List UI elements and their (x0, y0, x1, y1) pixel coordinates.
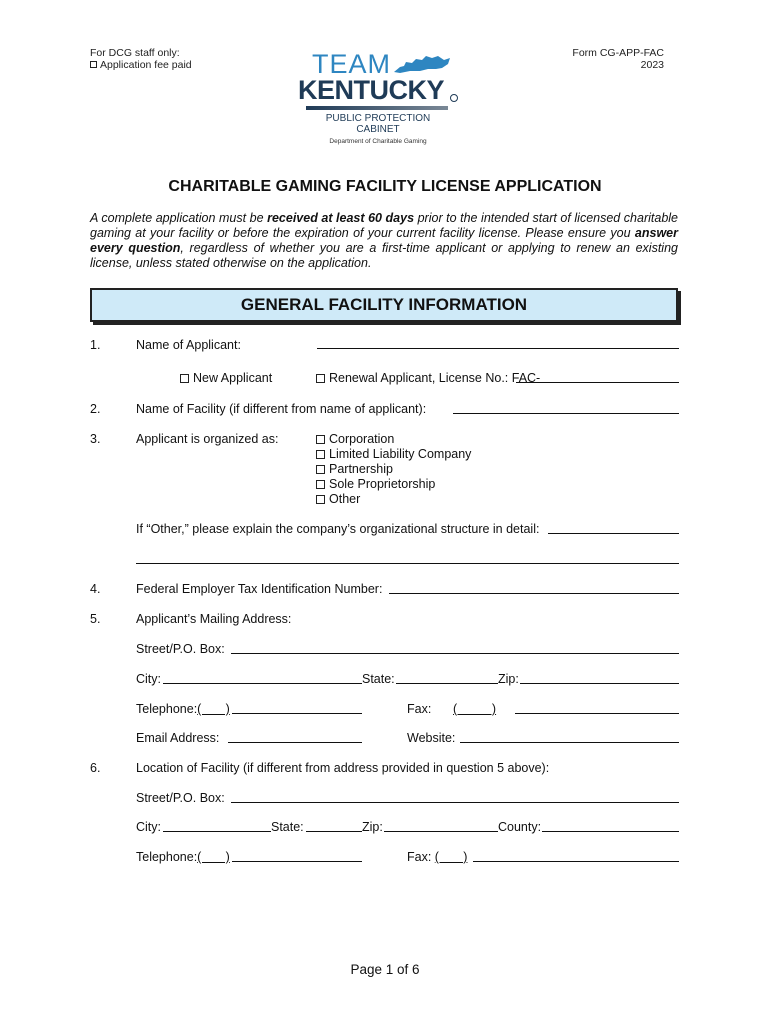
form-code: Form CG-APP-FAC (572, 47, 664, 59)
logo-team-text: TEAM (312, 49, 392, 79)
q5-website-field[interactable] (460, 742, 679, 743)
q5-label: Applicant’s Mailing Address: (136, 612, 292, 626)
renewal-applicant-option[interactable] (316, 371, 540, 386)
q5-area-code: ( ) (197, 702, 230, 716)
org-option-corporation[interactable] (316, 432, 394, 447)
q2-label: Name of Facility (if different from name of applicant): (136, 402, 427, 416)
q6-telephone-label (136, 850, 230, 865)
renewal-applicant-label: Renewal Applicant, License No.: (329, 371, 512, 385)
q6-telephone-field[interactable] (232, 861, 362, 862)
team-kentucky-logo (298, 50, 458, 150)
logo-department: Department of Charitable Gaming (329, 138, 427, 145)
q5-telephone-text: Telephone: (136, 702, 198, 716)
llc-label: Limited Liability Company (329, 447, 472, 461)
corporation-checkbox[interactable] (316, 435, 325, 444)
other-checkbox[interactable] (316, 495, 325, 504)
facility-name-field[interactable] (453, 413, 679, 414)
new-applicant-option[interactable] (180, 371, 272, 386)
q6-state-label: State: (271, 820, 304, 834)
q6-street-label: Street/P.O. Box: (136, 791, 225, 805)
q5-city-label: City: (136, 672, 161, 686)
org-option-partnership[interactable] (316, 462, 393, 477)
q6-state-field[interactable] (306, 831, 362, 832)
q6-fax-field[interactable] (473, 861, 679, 862)
page-title: CHARITABLE GAMING FACILITY LICENSE APPLICATION (168, 178, 602, 195)
q5-email-label: Email Address: (136, 731, 220, 745)
q1-label: Name of Applicant: (136, 338, 241, 352)
org-option-sole-proprietorship[interactable] (316, 477, 435, 492)
q6-city-label: City: (136, 820, 161, 834)
intro-bold-2: answer every question (90, 226, 678, 255)
logo-cabinet (298, 113, 458, 135)
page-number: Page 1 of 6 (350, 962, 420, 977)
renewal-applicant-checkbox[interactable] (316, 374, 325, 383)
logo-cabinet-line1: PUBLIC PROTECTION (325, 113, 431, 124)
new-applicant-checkbox[interactable] (180, 374, 189, 383)
intro-text-3: , regardless of whether you are a first-time applicant or applying to renew an existing license, unless stated otherwise on the application. (90, 241, 678, 270)
q6-fax-text: Fax: (407, 850, 432, 864)
partnership-label: Partnership (329, 462, 393, 476)
q6-fax-area-code: ( ) (434, 850, 468, 864)
fee-paid-checkbox[interactable] (90, 61, 97, 68)
sole-proprietorship-checkbox[interactable] (316, 480, 325, 489)
q3-label: Applicant is organized as: (136, 432, 279, 446)
q6-fax-label (407, 850, 467, 865)
license-prefix: FAC- (511, 371, 541, 385)
q6-area-code: ( ) (197, 850, 230, 864)
license-number-field[interactable] (516, 382, 679, 383)
other-explain-field-2[interactable] (136, 563, 679, 564)
q6-city-field[interactable] (163, 831, 271, 832)
q6-zip-field[interactable] (384, 831, 498, 832)
q5-fax-area-code: ( ) (453, 702, 497, 716)
q4-number: 4. (90, 582, 101, 596)
q5-telephone-field[interactable] (232, 713, 362, 714)
fee-paid-option[interactable] (90, 59, 192, 71)
q6-label: Location of Facility (if different from address provided in question 5 above): (136, 761, 550, 775)
q5-city-field[interactable] (163, 683, 362, 684)
q5-fax-label: Fax: (407, 702, 432, 716)
q5-email-field[interactable] (228, 742, 362, 743)
other-explain-field[interactable] (548, 533, 679, 534)
applicant-name-field[interactable] (317, 348, 679, 349)
q5-zip-field[interactable] (520, 683, 679, 684)
q5-number: 5. (90, 612, 101, 626)
q6-county-label: County: (498, 820, 542, 834)
q5-street-label: Street/P.O. Box: (136, 642, 225, 656)
intro-text-2: prior to the intended start of licensed charitable gaming at your facility or before the expiration of your current facility license. Please ensure you (90, 211, 679, 240)
q4-label: Federal Employer Tax Identification Number: (136, 582, 383, 596)
llc-checkbox[interactable] (316, 450, 325, 459)
q6-telephone-text: Telephone: (136, 850, 198, 864)
q6-zip-label: Zip: (362, 820, 383, 834)
q5-telephone-label (136, 702, 230, 717)
registered-mark-icon (450, 94, 458, 102)
form-year: 2023 (640, 59, 664, 71)
q6-street-field[interactable] (231, 802, 679, 803)
fein-field[interactable] (389, 593, 679, 594)
staff-only-note (90, 47, 192, 71)
logo-divider (306, 106, 448, 110)
q5-state-label: State: (362, 672, 395, 686)
fee-paid-label: Application fee paid (100, 59, 192, 71)
intro-bold-1: received at least 60 days (267, 211, 415, 225)
q6-number: 6. (90, 761, 101, 775)
q5-website-label: Website: (407, 731, 456, 745)
q5-state-field[interactable] (396, 683, 498, 684)
intro-text-1: A complete application must be (90, 211, 268, 225)
q2-number: 2. (90, 402, 101, 416)
logo-cabinet-line2: CABINET (356, 124, 400, 135)
corporation-label: Corporation (329, 432, 395, 446)
q5-zip-label: Zip: (498, 672, 519, 686)
logo-kentucky-text: KENTUCKY (298, 75, 445, 105)
q5-fax-field[interactable] (515, 713, 679, 714)
q6-county-field[interactable] (542, 831, 679, 832)
org-option-llc[interactable] (316, 447, 471, 462)
q1-number: 1. (90, 338, 101, 352)
intro-paragraph (90, 211, 678, 271)
new-applicant-label: New Applicant (193, 371, 273, 385)
form-id (572, 47, 664, 71)
other-label: Other (329, 492, 361, 506)
q3-number: 3. (90, 432, 101, 446)
staff-only-label: For DCG staff only: (90, 47, 180, 59)
sole-proprietorship-label: Sole Proprietorship (329, 477, 436, 491)
partnership-checkbox[interactable] (316, 465, 325, 474)
kentucky-state-icon (390, 54, 452, 76)
q5-street-field[interactable] (231, 653, 679, 654)
other-explain-label: If “Other,” please explain the company’s organizational structure in detail: (136, 522, 540, 536)
section-header: GENERAL FACILITY INFORMATION (90, 288, 678, 322)
org-option-other[interactable] (316, 492, 360, 507)
